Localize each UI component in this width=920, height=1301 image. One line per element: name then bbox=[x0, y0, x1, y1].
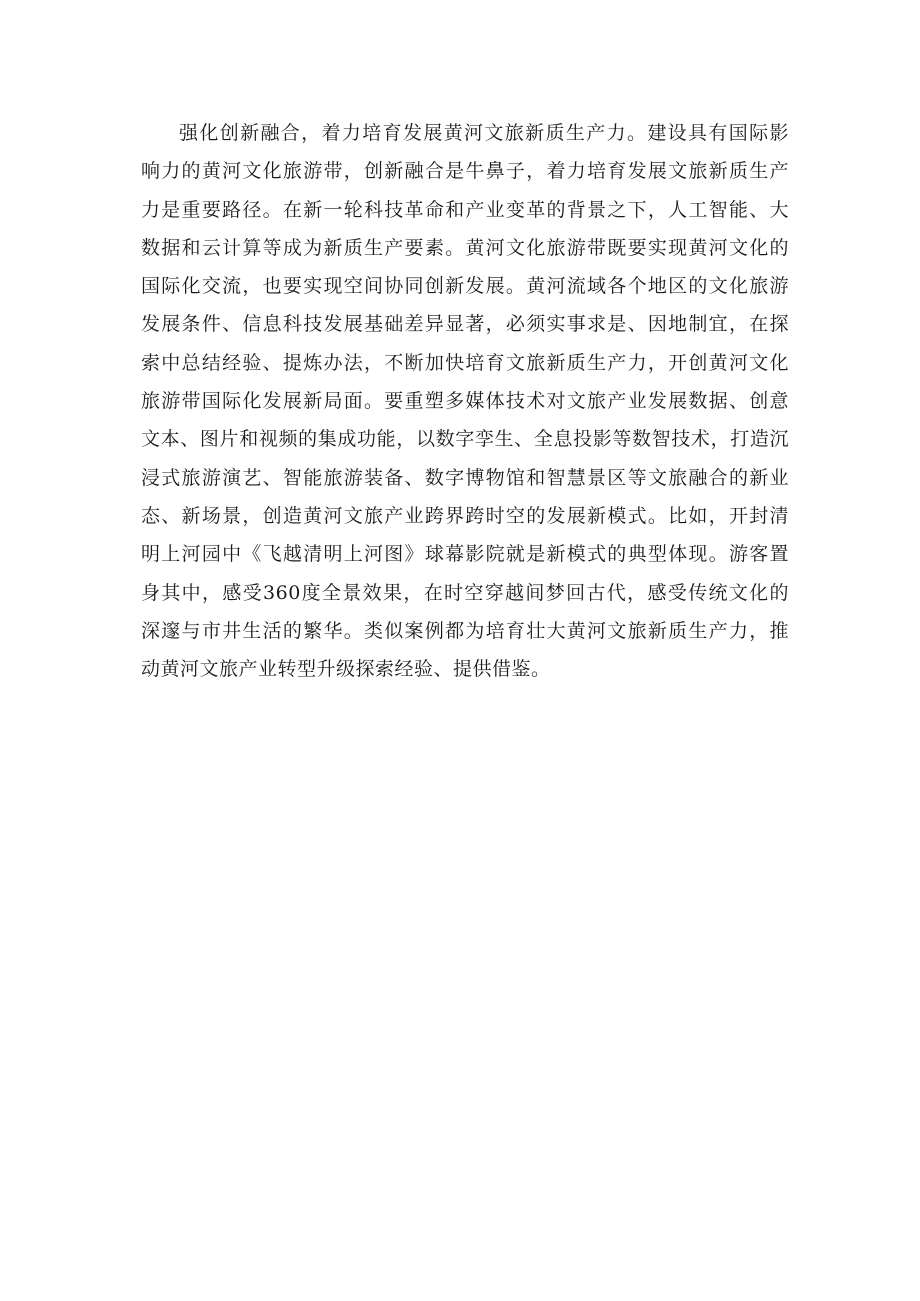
paragraph-line: 文本、图片和视频的集成功能，以数字孪生、全息投影等数智技术，打造沉 bbox=[141, 428, 789, 451]
paragraph-line: 态、新场景，创造黄河文旅产业跨界跨时空的发展新模式。比如，开封清 bbox=[141, 504, 789, 527]
paragraph-line: 数据和云计算等成为新质生产要素。黄河文化旅游带既要实现黄河文化的 bbox=[141, 236, 789, 259]
paragraph-line: 国际化交流，也要实现空间协同创新发展。黄河流域各个地区的文化旅游 bbox=[141, 275, 789, 298]
paragraph-line: 明上河园中《飞越清明上河图》球幕影院就是新模式的典型体现。游客置 bbox=[141, 543, 789, 566]
paragraph-line: 发展条件、信息科技发展基础差异显著，必须实事求是、因地制宜，在探 bbox=[141, 313, 789, 336]
paragraph-line: 动黄河文旅产业转型升级探索经验、提供借鉴。 bbox=[141, 658, 551, 681]
paragraph-line: 深邃与市井生活的繁华。类似案例都为培育壮大黄河文旅新质生产力，推 bbox=[141, 619, 789, 642]
paragraph-line: 浸式旅游演艺、智能旅游装备、数字博物馆和智慧景区等文旅融合的新业 bbox=[141, 466, 789, 489]
paragraph-line: 索中总结经验、提炼办法，不断加快培育文旅新质生产力，开创黄河文化 bbox=[141, 351, 789, 374]
paragraph-line: 强化创新融合，着力培育发展黄河文旅新质生产力。建设具有国际影 bbox=[179, 122, 789, 144]
paragraph-line: 力是重要路径。在新一轮科技革命和产业变革的背景之下，人工智能、大 bbox=[141, 198, 789, 221]
paragraph-line: 响力的黄河文化旅游带，创新融合是牛鼻子，着力培育发展文旅新质生产 bbox=[141, 160, 789, 183]
paragraph-line: 身其中，感受360度全景效果，在时空穿越间梦回古代，感受传统文化的 bbox=[141, 581, 789, 604]
body-paragraph bbox=[141, 114, 789, 688]
paragraph-line: 旅游带国际化发展新局面。要重塑多媒体技术对文旅产业发展数据、创意 bbox=[141, 390, 789, 413]
